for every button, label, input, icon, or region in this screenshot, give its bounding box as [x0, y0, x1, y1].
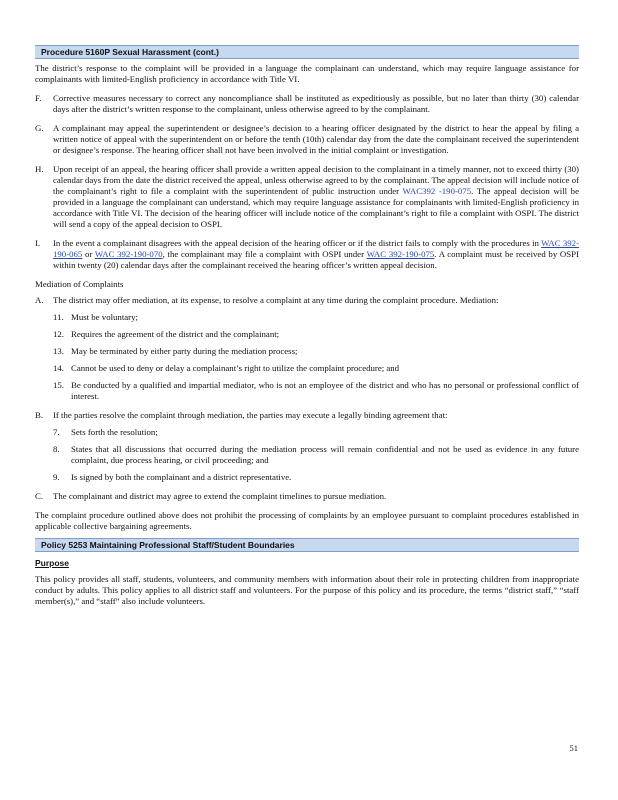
item-letter: G.: [35, 123, 44, 133]
list-item-c: [35, 491, 579, 502]
item-letter: I.: [35, 238, 41, 248]
mediation-item: [35, 380, 579, 402]
item-number: 13.: [53, 346, 64, 356]
item-letter: F.: [35, 93, 42, 103]
wac-link-065[interactable]: WAC 392-190-065: [53, 238, 579, 259]
item-letter: B.: [35, 410, 44, 420]
wac-link-070[interactable]: WAC 392-190-070: [94, 249, 163, 259]
item-text: Must be voluntary;: [71, 312, 138, 322]
list-item-h: [35, 164, 579, 230]
list-item-i: [35, 238, 579, 271]
policy-header-bar: Policy 5253 Maintaining Professional Staff/Student Boundaries: [35, 538, 579, 552]
item-letter: A.: [35, 295, 44, 305]
item-text: Requires the agreement of the district and the complainant;: [71, 329, 280, 339]
mediation-item: [35, 312, 579, 323]
item-i-part3: . A complaint must be received by OSPI within twenty (20) calendar days after the complainant received the hearing officer’s written appeal decision.: [53, 249, 579, 270]
item-i-part1: In the event a complainant disagrees with the appeal decision of the hearing officer or if the district fails to comply with the procedures in: [53, 238, 539, 248]
purpose-heading: Purpose: [35, 558, 70, 568]
list-item-f: [35, 93, 579, 115]
item-text: The complainant and district may agree to extend the complaint timelines to pursue mediation.: [53, 491, 387, 501]
item-i-mid: or: [85, 249, 93, 259]
agreement-item: [35, 444, 579, 466]
item-text: Is signed by both the complainant and a district representative.: [71, 472, 292, 482]
procedure-header-bar: Procedure 5160P Sexual Harassment (cont.): [35, 45, 579, 59]
item-number: 9.: [53, 472, 60, 482]
list-item-b: [35, 410, 579, 421]
item-number: 8.: [53, 444, 60, 454]
item-text: [53, 238, 579, 271]
item-letter: H.: [35, 164, 44, 174]
item-number: 12.: [53, 329, 64, 339]
item-number: 7.: [53, 427, 60, 437]
mediation-item: [35, 363, 579, 374]
item-text: Corrective measures necessary to correct any noncompliance shall be instituted as expeditiously as possible, but no later than thirty (30) calendar days after the district’s written response to the complainant, unless otherwise agreed to by the complainant.: [53, 93, 579, 114]
document-page: [35, 45, 579, 607]
list-item-g: [35, 123, 579, 156]
mediation-heading: Mediation of Complaints: [35, 279, 124, 289]
item-i-part2: , the complainant may file a complaint with OSPI under: [162, 249, 365, 259]
item-text: Sets forth the resolution;: [71, 427, 158, 437]
wac-link-075[interactable]: WAC 392-190-075: [366, 249, 435, 259]
agreement-item: [35, 427, 579, 438]
wac-reference: WAC392 -190-075: [402, 186, 472, 196]
item-text: Cannot be used to deny or delay a complainant’s right to utilize the complaint procedure; and: [71, 363, 400, 373]
item-text: A complainant may appeal the superintendent or designee’s decision to a hearing officer designated by the district to hear the appeal by filing a written notice of appeal with the superintendent on or before the tenth (10th) calendar day from the date the complainant received the superintendent or designee’s response. The hearing officer shall not have been involved in the initial complaint or investigation.: [53, 123, 579, 155]
item-text: States that all discussions that occurred during the mediation process will remain confidential and not be used as evidence in any future complaint, due process hearing, or civil proceeding; and: [71, 444, 579, 465]
item-letter: C.: [35, 491, 44, 501]
item-text: If the parties resolve the complaint through mediation, the parties may execute a legally binding agreement that:: [53, 410, 448, 420]
mediation-item: [35, 329, 579, 340]
item-number: 15.: [53, 380, 64, 390]
item-text: [53, 164, 579, 230]
agreement-item: [35, 472, 579, 483]
purpose-paragraph: This policy provides all staff, students, volunteers, and community members with information about their role in protecting children from inappropriate conduct by adults. This policy applies to all district staff and volunteers. For the purpose of this policy and its procedure, the terms “district staff,” “staff member(s),” and “staff” also include volunteers.: [35, 574, 579, 606]
intro-paragraph: The district’s response to the complaint will be provided in a language the complainant can understand, which may require language assistance for complainants with limited-English proficiency in accordance with Title VI.: [35, 63, 579, 84]
page-number: 51: [569, 743, 578, 753]
item-text: May be terminated by either party during the mediation process;: [71, 346, 298, 356]
item-text: Be conducted by a qualified and impartial mediator, who is not an employee of the district and who has no personal or professional conflict of interest.: [71, 380, 579, 401]
closing-paragraph: The complaint procedure outlined above does not prohibit the processing of complaints by an employee pursuant to complaint procedures established in applicable collective bargaining agreements.: [35, 510, 579, 531]
list-item-a: [35, 295, 579, 306]
item-h-part2: . The appeal decision will be provided in a language the complainant can understand, which may require language assistance for complainants with limited-English proficiency in accordance with Title VI. The decision of the hearing officer will include notice of the complainant’s right to file a complaint with OSPI. The district will send a copy of the appeal decision to OSPI.: [53, 186, 579, 229]
item-number: 11.: [53, 312, 64, 322]
item-text: The district may offer mediation, at its expense, to resolve a complaint at any time during the complaint procedure. Mediation:: [53, 295, 499, 305]
item-h-part1: Upon receipt of an appeal, the hearing officer shall provide a written appeal decision to the complainant in a timely manner, not to exceed thirty (30) calendar days from the date the district received the appeal, unless otherwise agreed to by the complainant. The appeal decision will include notice of the complainant’s right to file a complaint with the superintendent of public instruction under: [53, 164, 579, 196]
mediation-item: [35, 346, 579, 357]
item-number: 14.: [53, 363, 64, 373]
